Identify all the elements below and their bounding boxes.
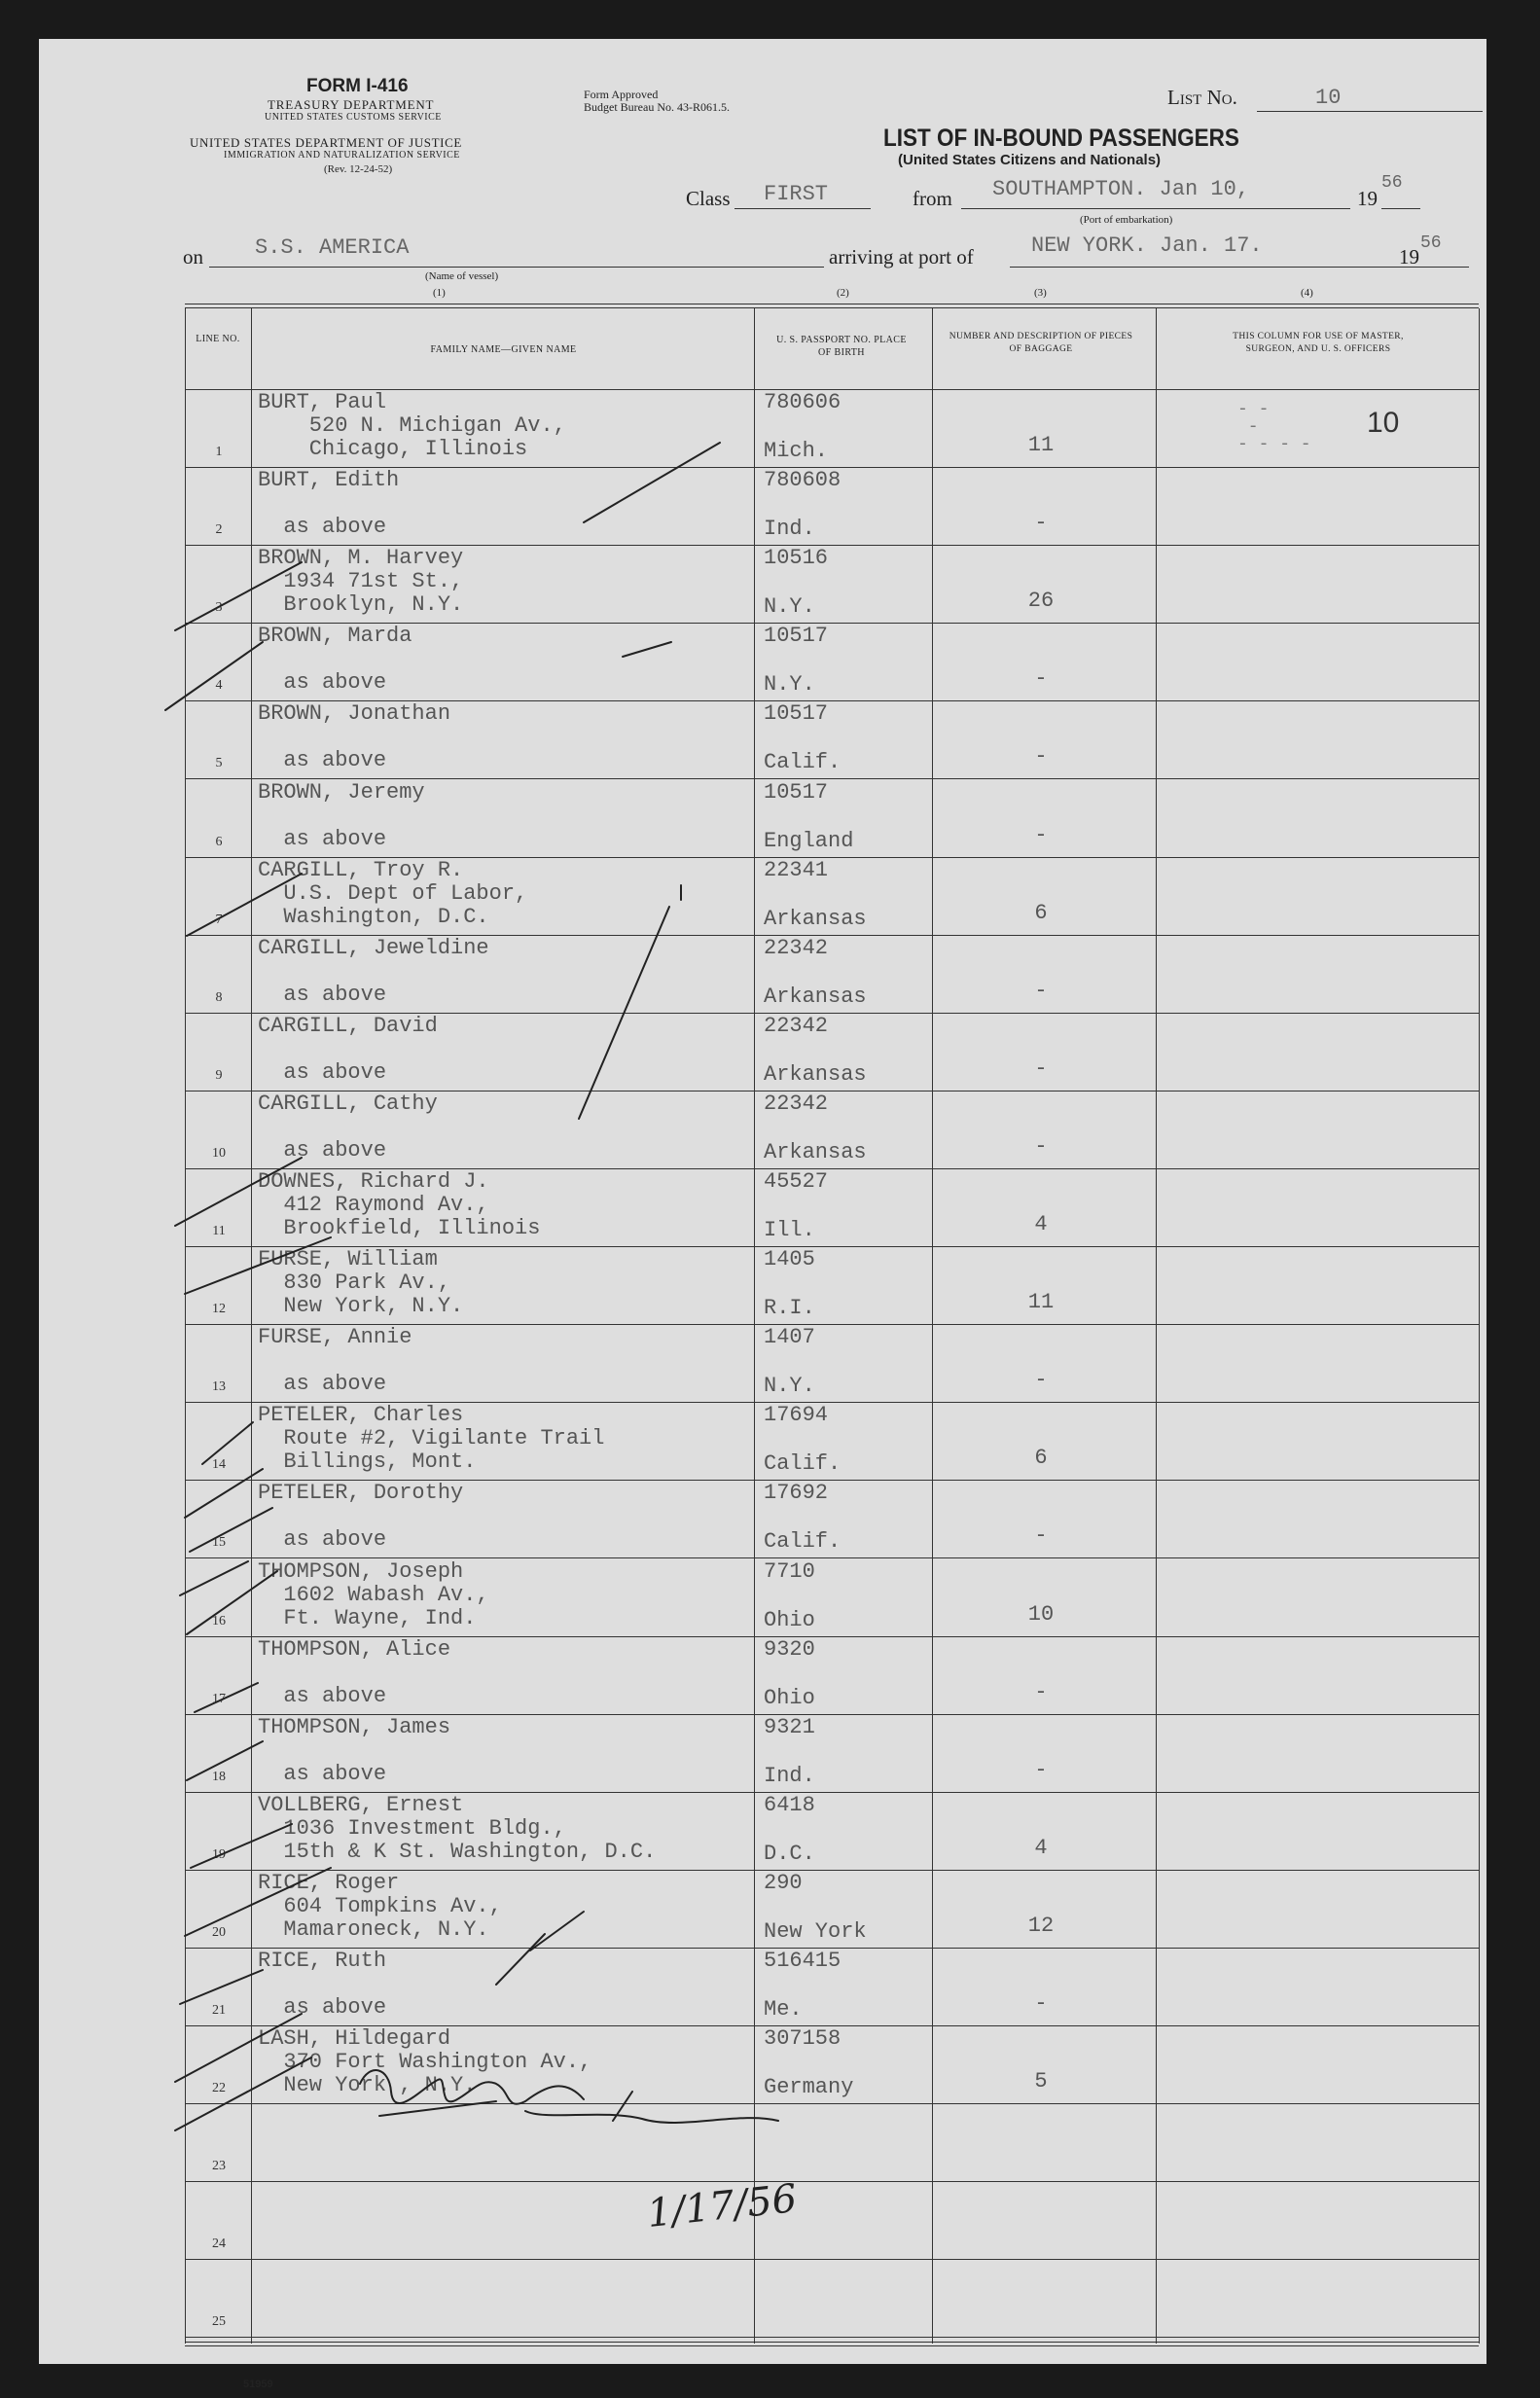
vessel-name: S.S. AMERICA [255,235,410,260]
year-underline-2 [1420,267,1469,268]
vessel-caption: (Name of vessel) [425,270,499,282]
passenger-name: THOMPSON, Joseph [258,1558,464,1584]
passenger-address-line: as above [258,982,387,1007]
passport-number: 10516 [764,546,829,571]
form-code: 51959 [243,2379,273,2390]
passport-number: 307158 [764,2026,842,2052]
baggage-count: 11 [1027,1290,1055,1315]
form-number: FORM I-416 [306,76,409,96]
place-of-birth: Arkansas [764,1061,867,1087]
passenger-address-line: Route #2, Vigilante Trail [258,1426,605,1451]
passenger-name: FURSE, William [258,1247,438,1272]
passenger-name: CARGILL, Cathy [258,1091,438,1116]
baggage-count: - [1034,1523,1048,1549]
passenger-name: BURT, Edith [258,468,400,493]
passenger-name: BROWN, Jonathan [258,701,451,727]
table-row [39,702,1486,780]
passenger-address-line: Brooklyn, N.Y. [258,592,464,618]
table-row [39,1248,1486,1326]
baggage-count: 10 [1027,1601,1055,1627]
passenger-address-line: Washington, D.C. [258,904,489,929]
line-number: 11 [212,1224,226,1239]
officer-note: 10 [1367,407,1400,439]
arriving-label: arriving at port of [829,245,974,268]
place-of-birth: N.Y. [764,672,815,698]
baggage-count: - [1034,666,1048,692]
header-passport: U. S. PASSPORT NO. PLACE OF BIRTH [776,335,907,358]
baggage-count: - [1034,822,1048,847]
passenger-address-line: New York , N.Y. [258,2073,477,2098]
table-row [39,859,1486,937]
passenger-address-line: as above [258,1761,387,1786]
line-number: 3 [215,600,223,616]
baggage-count: - [1034,744,1048,770]
line-number: 17 [212,1691,226,1706]
table-row [39,781,1486,859]
passenger-name: DOWNES, Richard J. [258,1169,489,1194]
passenger-address-line: as above [258,1059,387,1085]
arrival-underline [1010,267,1423,268]
form-approved: Form Approved [584,88,659,101]
passport-number: 7710 [764,1558,815,1584]
passport-number: 17694 [764,1403,829,1428]
baggage-count: 6 [1034,1446,1048,1471]
year-suffix-1: 56 [1381,173,1403,193]
year-suffix-2: 56 [1420,233,1442,253]
passenger-address-line: 370 Fort Washington Av., [258,2050,592,2075]
table-row [39,1482,1486,1559]
passenger-address-line: as above [258,748,387,773]
place-of-birth: Ohio [764,1685,815,1710]
passenger-name: BURT, Paul [258,390,387,414]
passenger-address-line: 412 Raymond Av., [258,1193,489,1217]
line-number: 5 [215,756,223,771]
line-number: 9 [215,1067,223,1083]
col-num-3: (3) [1034,287,1047,299]
officer-marks: - - - - - - - [1237,400,1311,454]
line-number: 16 [212,1613,226,1628]
passenger-name: THOMPSON, James [258,1714,451,1739]
line-number: 7 [215,912,223,927]
table-row [39,1092,1486,1170]
place-of-birth: Ill. [764,1218,815,1243]
table-row [39,1716,1486,1794]
passenger-address-line: Chicago, Illinois [258,437,528,461]
passenger-name: VOLLBERG, Ernest [258,1792,464,1817]
line-number: 10 [212,1145,226,1161]
passenger-address-line: 1934 71st St., [258,569,464,594]
table-row [39,1872,1486,1950]
baggage-count: 4 [1034,1835,1048,1860]
place-of-birth: Calif. [764,1529,842,1555]
col-num-1: (1) [433,287,446,299]
table-row [39,1404,1486,1482]
baggage-count: - [1034,511,1048,536]
passenger-name: CARGILL, Jeweldine [258,935,489,960]
form-subtitle: (United States Citizens and Nationals) [898,152,1162,168]
row-divider [185,2259,1479,2260]
col-num-4: (4) [1301,287,1313,299]
col-num-2: (2) [837,287,849,299]
table-row [39,2105,1486,2183]
header-officers: THIS COLUMN FOR USE OF MASTER, SURGEON, AND U. S. OFFICERS [1233,332,1404,354]
table-row [39,547,1486,625]
baggage-count: 26 [1027,589,1055,614]
passport-number: 17692 [764,1481,829,1506]
baggage-count: - [1034,1991,1048,2017]
line-number: 14 [212,1457,226,1473]
table-top-border [185,304,1479,308]
passenger-address-line: as above [258,1683,387,1708]
table-row [39,2261,1486,2339]
baggage-count: 4 [1034,1212,1048,1237]
passenger-address-line: as above [258,1995,387,2020]
passport-number: 45527 [764,1169,829,1194]
passport-number: 6418 [764,1792,815,1817]
list-no-underline [1257,111,1483,112]
class-label: Class [686,187,731,210]
passenger-name: BROWN, Marda [258,624,412,649]
place-of-birth: N.Y. [764,594,815,620]
passenger-name: RICE, Roger [258,1870,400,1895]
list-no-value: 10 [1315,86,1342,110]
line-number: 15 [212,1535,226,1551]
passenger-address-line: Ft. Wayne, Ind. [258,1605,477,1630]
baggage-count: 6 [1034,900,1048,925]
table-row [39,1326,1486,1404]
place-of-birth: Arkansas [764,906,867,931]
passenger-address-line: Billings, Mont. [258,1450,477,1475]
table-row [39,1560,1486,1638]
place-of-birth: Germany [764,2075,854,2100]
passport-number: 780606 [764,390,842,414]
treasury-dept: TREASURY DEPARTMENT [268,97,435,112]
line-number: 6 [215,834,223,849]
year-prefix-1: 19 [1357,187,1378,210]
baggage-count: - [1034,1679,1048,1704]
place-of-birth: Calif. [764,750,842,775]
passenger-list-sheet [39,39,1486,2390]
table-row [39,1638,1486,1716]
from-underline [961,208,1350,209]
line-number: 22 [212,2081,226,2096]
baggage-count: - [1034,1368,1048,1393]
class-value: FIRST [764,182,829,206]
passport-number: 10517 [764,624,829,649]
row-divider [185,2337,1479,2338]
passenger-address-line: 15th & K St. Washington, D.C. [258,1839,657,1864]
place-of-birth: New York [764,1918,867,1944]
place-of-birth: Ohio [764,1607,815,1632]
header-line-no: LINE NO. [196,334,240,344]
passenger-name: FURSE, Annie [258,1325,412,1350]
table-row [39,625,1486,702]
row-divider [185,2181,1479,2182]
table-row [39,469,1486,547]
place-of-birth: D.C. [764,1841,815,1866]
customs-service: UNITED STATES CUSTOMS SERVICE [265,112,442,123]
passenger-name: RICE, Ruth [258,1949,387,1973]
passport-number: 516415 [764,1949,842,1973]
from-label: from [913,187,952,210]
line-number: 23 [212,2159,226,2174]
line-number: 13 [212,1379,226,1395]
line-number: 8 [215,989,223,1005]
place-of-birth: R.I. [764,1296,815,1321]
passenger-name: CARGILL, Troy R. [258,857,464,882]
passenger-address-line: 520 N. Michigan Av., [258,413,566,438]
line-number: 24 [212,2237,226,2252]
year-underline-1 [1381,208,1420,209]
passenger-address-line: New York, N.Y. [258,1294,464,1319]
passenger-name: BROWN, M. Harvey [258,546,464,571]
place-of-birth: England [764,828,854,853]
passenger-name: PETELER, Charles [258,1403,464,1428]
passenger-name: PETELER, Dorothy [258,1481,464,1506]
line-number: 25 [212,2314,226,2330]
passport-number: 22342 [764,1013,829,1038]
baggage-count: - [1034,1757,1048,1782]
baggage-count: 11 [1027,433,1055,458]
line-number: 19 [212,1846,226,1862]
port-of-embarkation: SOUTHAMPTON. Jan 10, [992,177,1250,201]
passenger-address-line: as above [258,826,387,851]
year-prefix-2: 19 [1399,245,1419,268]
passenger-name: LASH, Hildegard [258,2026,451,2052]
passenger-address-line: 830 Park Av., [258,1271,451,1296]
table-row [39,1794,1486,1872]
header-baggage: NUMBER AND DESCRIPTION OF PIECES OF BAGGAGE [949,332,1133,354]
justice-dept: UNITED STATES DEPARTMENT OF JUSTICE [190,135,462,150]
table-row [39,937,1486,1015]
baggage-count: - [1034,1056,1048,1081]
list-no-label: List No. [1167,86,1237,109]
table-row [39,1950,1486,2027]
baggage-count: 5 [1034,2069,1048,2094]
passenger-name: BROWN, Jeremy [258,779,425,805]
row-divider [185,2103,1479,2104]
line-number: 1 [215,445,223,460]
place-of-birth: Arkansas [764,984,867,1009]
passenger-address-line: 1036 Investment Bldg., [258,1815,566,1841]
header-name: FAMILY NAME—GIVEN NAME [430,344,577,355]
place-of-birth: N.Y. [764,1374,815,1399]
revision-date: (Rev. 12-24-52) [324,163,393,175]
passenger-address-line: as above [258,1372,387,1397]
place-of-birth: Ind. [764,517,815,542]
place-of-birth: Me. [764,1997,803,2022]
passenger-address-line: 604 Tompkins Av., [258,1893,502,1918]
line-number: 20 [212,1924,226,1940]
line-number: 2 [215,522,223,538]
passport-number: 10517 [764,779,829,805]
baggage-count: - [1034,1133,1048,1159]
port-caption: (Port of embarkation) [1080,214,1173,226]
table-row [39,1170,1486,1248]
line-number: 18 [212,1769,226,1784]
passport-number: 9320 [764,1636,815,1662]
ins-service: IMMIGRATION AND NATURALIZATION SERVICE [224,150,460,161]
on-label: on [183,245,203,268]
line-number: 4 [215,678,223,694]
passenger-address-line: Mamaroneck, N.Y. [258,1916,489,1942]
table-row [39,1015,1486,1092]
budget-bureau: Budget Bureau No. 43-R061.5. [584,100,730,114]
passport-number: 1407 [764,1325,815,1350]
place-of-birth: Arkansas [764,1139,867,1164]
baggage-count: - [1034,978,1048,1003]
arrival-port: NEW YORK. Jan. 17. [1031,233,1263,258]
passport-number: 22342 [764,1091,829,1116]
passenger-name: THOMPSON, Alice [258,1636,451,1662]
passenger-name: CARGILL, David [258,1013,438,1038]
table-bottom-border [185,2342,1479,2346]
passenger-address-line: 1602 Wabash Av., [258,1582,489,1607]
line-number: 21 [212,2003,226,2019]
place-of-birth: Ind. [764,1763,815,1788]
passport-number: 780608 [764,468,842,493]
form-title: LIST OF IN-BOUND PASSENGERS [883,125,1239,152]
place-of-birth: Mich. [764,439,829,464]
passenger-address-line: U.S. Dept of Labor, [258,880,528,906]
passport-number: 290 [764,1870,803,1895]
passenger-address-line: Brookfield, Illinois [258,1216,541,1240]
passport-number: 9321 [764,1714,815,1739]
passenger-address-line: as above [258,1527,387,1553]
passport-number: 10517 [764,701,829,727]
passport-number: 1405 [764,1247,815,1272]
passport-number: 22341 [764,857,829,882]
handwritten-date: 1/17/56 [645,2176,800,2237]
passenger-address-line: as above [258,515,387,540]
passport-number: 22342 [764,935,829,960]
passenger-address-line: as above [258,670,387,696]
place-of-birth: Calif. [764,1451,842,1477]
vessel-underline [209,267,824,268]
passenger-address-line: as above [258,1137,387,1163]
table-row [39,2027,1486,2105]
class-underline [734,208,871,209]
line-number: 12 [212,1302,226,1317]
baggage-count: 12 [1027,1913,1055,1938]
